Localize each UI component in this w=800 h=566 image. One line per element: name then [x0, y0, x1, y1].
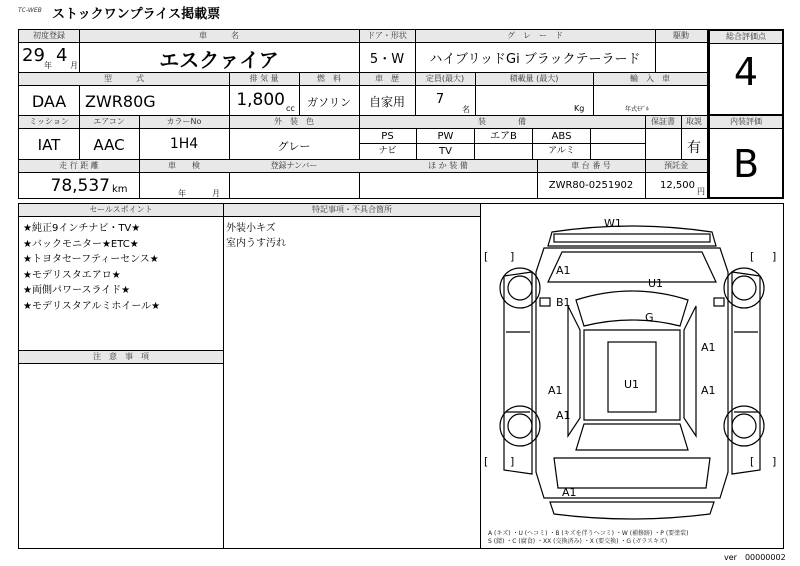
divider — [415, 73, 416, 115]
aircon-value: AAC — [93, 136, 125, 154]
legend — [488, 530, 689, 546]
displacement-value: 1,800 — [236, 90, 285, 110]
inspection-year-unit: 年 — [178, 189, 186, 198]
page-title: ストックワンプライス掲載票 — [52, 7, 221, 22]
label-capacity: 定員(最大) — [415, 73, 475, 86]
label-aircon: エアコン — [79, 116, 139, 129]
label-import: 輸 入 車 — [593, 73, 707, 86]
overall-score-value: 4 — [733, 50, 759, 94]
label-notes: 特記事項・不具合箇所 — [224, 204, 480, 217]
bracket: ] — [772, 250, 777, 263]
first-reg-year: 29 — [22, 45, 45, 66]
first-reg-year-unit: 年 — [44, 61, 52, 70]
divider — [359, 116, 360, 199]
divider — [645, 160, 646, 199]
damage-mark: A1 — [701, 341, 716, 354]
ext-color-value: グレー — [277, 140, 311, 153]
divider — [229, 73, 230, 115]
inspection-month-unit: 月 — [212, 189, 220, 198]
list-item: 外装小キズ — [226, 223, 276, 234]
label-grade: グ レ ー ド — [415, 30, 655, 43]
label-fuel: 燃 料 — [299, 73, 359, 86]
bracket: [ — [750, 455, 755, 468]
label-other-equipment: ほ か 装 備 — [359, 160, 537, 173]
label-price: 預託金 — [645, 160, 707, 173]
damage-mark: A1 — [556, 264, 571, 277]
label-caution: 注 意 事 項 — [19, 351, 223, 364]
model-year-label: 年式ﾓﾃﾞﾙ — [625, 106, 650, 113]
list-item: ★モデリスタエアロ★ — [23, 269, 121, 281]
divider — [79, 30, 80, 72]
equipment-item: アルミ — [533, 144, 591, 159]
divider — [537, 160, 538, 199]
equipment-item — [475, 144, 533, 159]
label-ext-color: 外 装 色 — [229, 116, 359, 129]
label-model: 型 式 — [19, 73, 229, 86]
label-sales-points: セールスポイント — [19, 204, 223, 217]
bracket: ] — [510, 250, 515, 263]
damage-mark: A1 — [701, 384, 716, 397]
label-interior-score: 内装評価 — [710, 116, 782, 129]
car-name-value: エスクァイア — [159, 48, 279, 72]
bracket: ] — [510, 455, 515, 468]
price-value: 12,500 — [660, 180, 695, 191]
damage-mark: A1 — [556, 409, 571, 422]
price-unit: 円 — [697, 187, 705, 196]
equipment-item: ABS — [533, 129, 591, 144]
list-item: ★モデリスタアルミホイール★ — [23, 300, 161, 312]
equipment-item — [591, 129, 645, 144]
chassis-no-value: ZWR80-0251902 — [548, 180, 634, 191]
divider — [593, 73, 594, 115]
list-item: ★両側パワースライド★ — [23, 285, 131, 296]
grade-value: ハイブリッドGi ブラックテーラード — [429, 52, 641, 67]
bracket: [ — [750, 250, 755, 263]
divider — [139, 160, 140, 199]
list-item: ★バックモニター★ETC★ — [23, 238, 139, 250]
door-shape-value: 5・W — [369, 52, 405, 67]
label-chassis-no: 車 台 番 号 — [537, 160, 645, 173]
first-reg-month-unit: 月 — [70, 61, 78, 70]
legend-line: A (キズ) ・U (ヘコミ) ・B (キズを伴うヘコミ) ・W (補修跡) ・P (要塗装) — [488, 530, 689, 537]
equipment-item: ナビ — [359, 144, 417, 159]
mileage-unit: km — [112, 184, 128, 195]
notes-list — [226, 221, 286, 251]
label-manual: 取説 — [681, 116, 707, 129]
version-label: ver 00000002 — [724, 553, 786, 562]
label-overall-score: 総合評価点 — [710, 31, 782, 44]
label-door-shape: ドア・形状 — [359, 30, 415, 43]
divider — [223, 203, 224, 549]
equipment-item: PS — [359, 129, 417, 144]
label-mileage: 走 行 距 離 — [19, 160, 139, 173]
damage-mark: U1 — [648, 277, 664, 290]
fuel-value: ガソリン — [307, 96, 351, 109]
divider — [645, 116, 646, 159]
bracket: ] — [772, 455, 777, 468]
car-damage-diagram — [484, 212, 780, 530]
warranty-manual-value: 有 — [687, 140, 701, 156]
logo: TC-WEB — [18, 7, 42, 14]
displacement-unit: cc — [286, 104, 295, 113]
divider — [229, 116, 230, 199]
divider — [681, 116, 682, 159]
label-inspection: 車 検 — [139, 160, 229, 173]
equipment-item: PW — [417, 129, 475, 144]
damage-mark: A1 — [562, 486, 577, 499]
divider — [359, 73, 360, 115]
damage-mark: W1 — [604, 217, 622, 230]
divider — [299, 73, 300, 115]
damage-mark: U1 — [624, 378, 640, 391]
label-reg-number: 登録ナンバー — [229, 160, 359, 173]
divider — [79, 86, 80, 115]
capacity-value: 7 — [435, 92, 445, 107]
label-equipment: 装 備 — [359, 116, 645, 129]
capacity-unit: 名 — [462, 105, 470, 114]
divider — [79, 116, 80, 159]
list-item: ★トヨタセーフティーセンス★ — [23, 254, 159, 265]
load-unit: Kg — [574, 104, 585, 113]
divider — [415, 30, 416, 72]
list-item: 室内うす汚れ — [226, 238, 286, 249]
label-drive: 駆動 — [655, 30, 707, 43]
divider — [475, 73, 476, 115]
label-max-load: 積載量 (最大) — [475, 73, 593, 86]
label-history: 車 歴 — [359, 73, 415, 86]
label-displacement: 排 気 量 — [229, 73, 299, 86]
sales-points-list — [23, 221, 160, 314]
bracket: [ — [484, 250, 489, 263]
label-color-no: カラーNo — [139, 116, 229, 129]
equipment-item: TV — [417, 144, 475, 159]
interior-score-value: B — [732, 142, 760, 186]
divider — [139, 116, 140, 159]
equipment-grid — [359, 129, 645, 159]
color-no-value: 1H4 — [169, 136, 199, 152]
model-value: ZWR80G — [85, 92, 156, 111]
label-car-name: 車 名 — [79, 30, 359, 43]
damage-mark: A1 — [548, 384, 563, 397]
equipment-item: エアB — [475, 129, 533, 144]
model-prefix: DAA — [31, 92, 67, 111]
list-item: ★純正9インチナビ・TV★ — [23, 223, 141, 234]
damage-mark: G — [645, 311, 654, 324]
label-first-reg: 初度登録 — [19, 30, 79, 43]
bracket: [ — [484, 455, 489, 468]
mileage-value: 78,537 — [50, 176, 110, 196]
first-reg-month: 4 — [56, 45, 68, 66]
label-warranty: 保証書 — [645, 116, 681, 129]
legend-line: S (錆) ・C (腐食) ・XX (交換済み) ・X (要交換) ・G (ガラスキズ) — [488, 538, 668, 545]
label-mission: ミッション — [19, 116, 79, 129]
divider — [359, 30, 360, 72]
divider — [480, 203, 481, 549]
mission-value: IAT — [37, 136, 61, 154]
divider — [655, 30, 656, 72]
history-value: 自家用 — [368, 95, 405, 109]
damage-mark: B1 — [556, 296, 571, 309]
